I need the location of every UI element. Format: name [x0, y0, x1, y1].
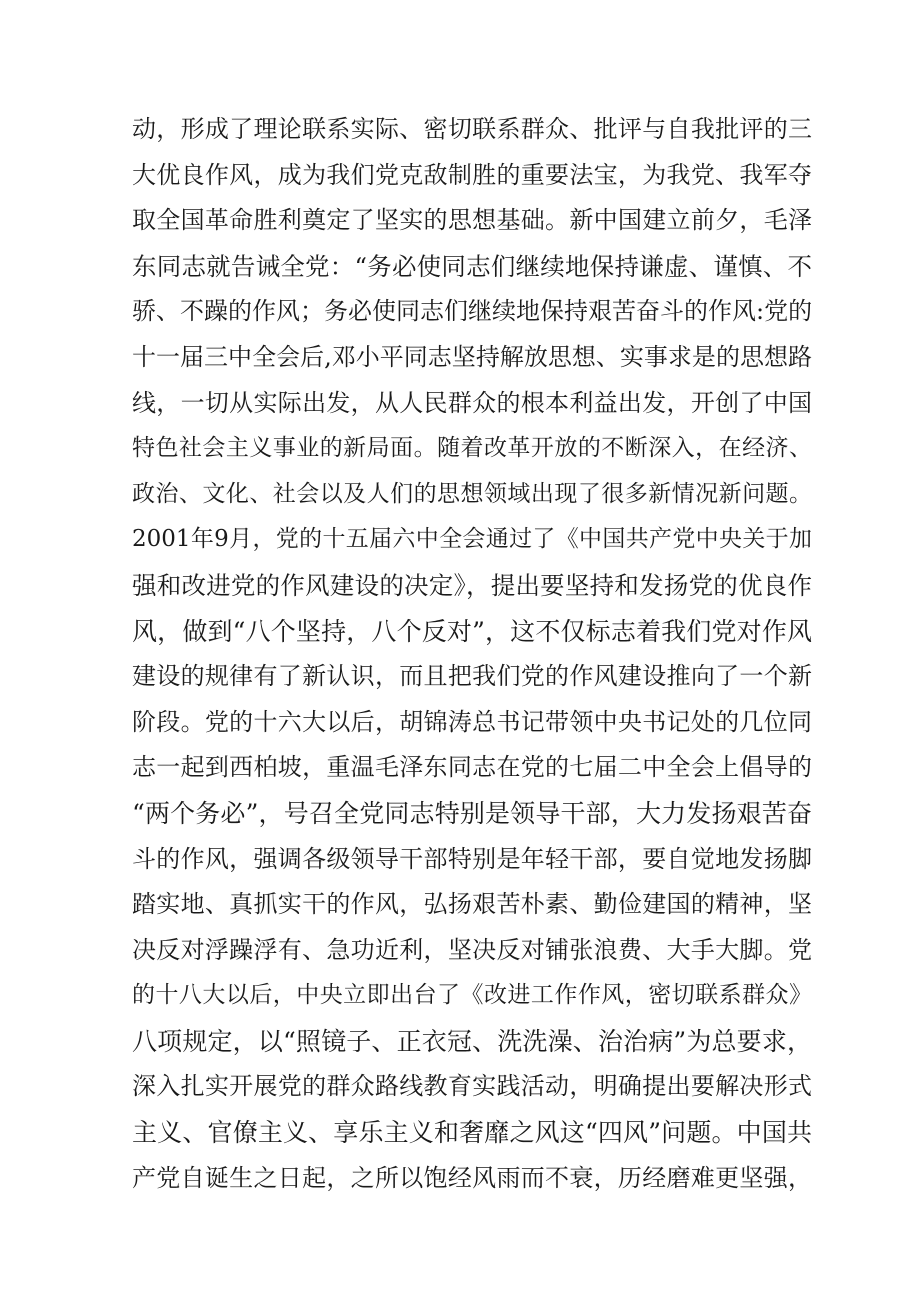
text-line: 风，做到“八个坚持，八个反对”，这不仅标志着我们党对作风 [132, 616, 812, 646]
text-line: 线，一切从实际出发，从人民群众的根本利益出发，开创了中国 [132, 388, 812, 417]
text-line: 2001年9月，党的十五届六中全会通过了《中国共产党中央关于加 [132, 526, 812, 553]
text-line: 主义、官僚主义、享乐主义和奢靡之风这“四风”问题。中国共 [132, 1118, 812, 1148]
text-line: 志一起到西柏坡，重温毛泽东同志在党的七届二中全会上倡导的 [132, 753, 812, 782]
text-line: 政治、文化、社会以及人们的思想领域出现了很多新情况新问题。 [132, 480, 812, 507]
text-line: 强和改进党的作风建设的决定》，提出要坚持和发扬党的优良作 [132, 570, 812, 600]
text-line: 建设的规律有了新认识，而且把我们党的作风建设推向了一个新 [132, 662, 812, 691]
text-line: 特色社会主义事业的新局面。随着改革开放的不断深入，在经济、 [132, 435, 812, 462]
text-line: 十一届三中全会后,邓小平同志坚持解放思想、实事求是的思想路 [132, 342, 812, 371]
text-line: 决反对浮躁浮有、急功近利，坚决反对铺张浪费、大手大脚。党 [132, 935, 812, 964]
text-line: 取全国革命胜利奠定了坚实的思想基础。新中国建立前夕，毛泽 [132, 206, 812, 235]
text-line: 八项规定，以“照镜子、正衣冠、洗洗澡、治治病”为总要求， [132, 1026, 812, 1056]
text-line: 踏实地、真抓实干的作风，弘扬艰苦朴素、勤俭建国的精神，坚 [132, 890, 812, 919]
text-line: 骄、不躁的作风；务必使同志们继续地保持艰苦奋斗的作风:党的 [132, 297, 813, 326]
text-line: 斗的作风，强调各级领导干部特别是年轻干部，要自觉地发扬脚 [132, 844, 812, 873]
text-line: 深入扎实开展党的群众路线教育实践活动，明确提出要解决形式 [132, 1072, 812, 1101]
text-line: 阶段。党的十六大以后，胡锦涛总书记带领中央书记处的几位同 [132, 707, 812, 736]
text-line: 动，形成了理论联系实际、密切联系群众、批评与自我批评的三 [132, 115, 812, 143]
body-text [132, 107, 812, 1201]
text-line: 产党自诞生之日起，之所以饱经风雨而不衰，历经磨难更坚强， [132, 1163, 812, 1192]
text-line: 东同志就告诫全党：“务必使同志们继续地保持谦虚、谨慎、不 [132, 251, 812, 281]
text-line: “两个务必”，号召全党同志特别是领导干部，大力发扬艰苦奋 [132, 798, 812, 828]
text-line: 的十八大以后，中央立即出台了《改进工作作风，密切联系群众》 [132, 982, 812, 1009]
text-line: 大优良作风，成为我们党克敌制胜的重要法宝，为我党、我军夺 [132, 160, 812, 189]
